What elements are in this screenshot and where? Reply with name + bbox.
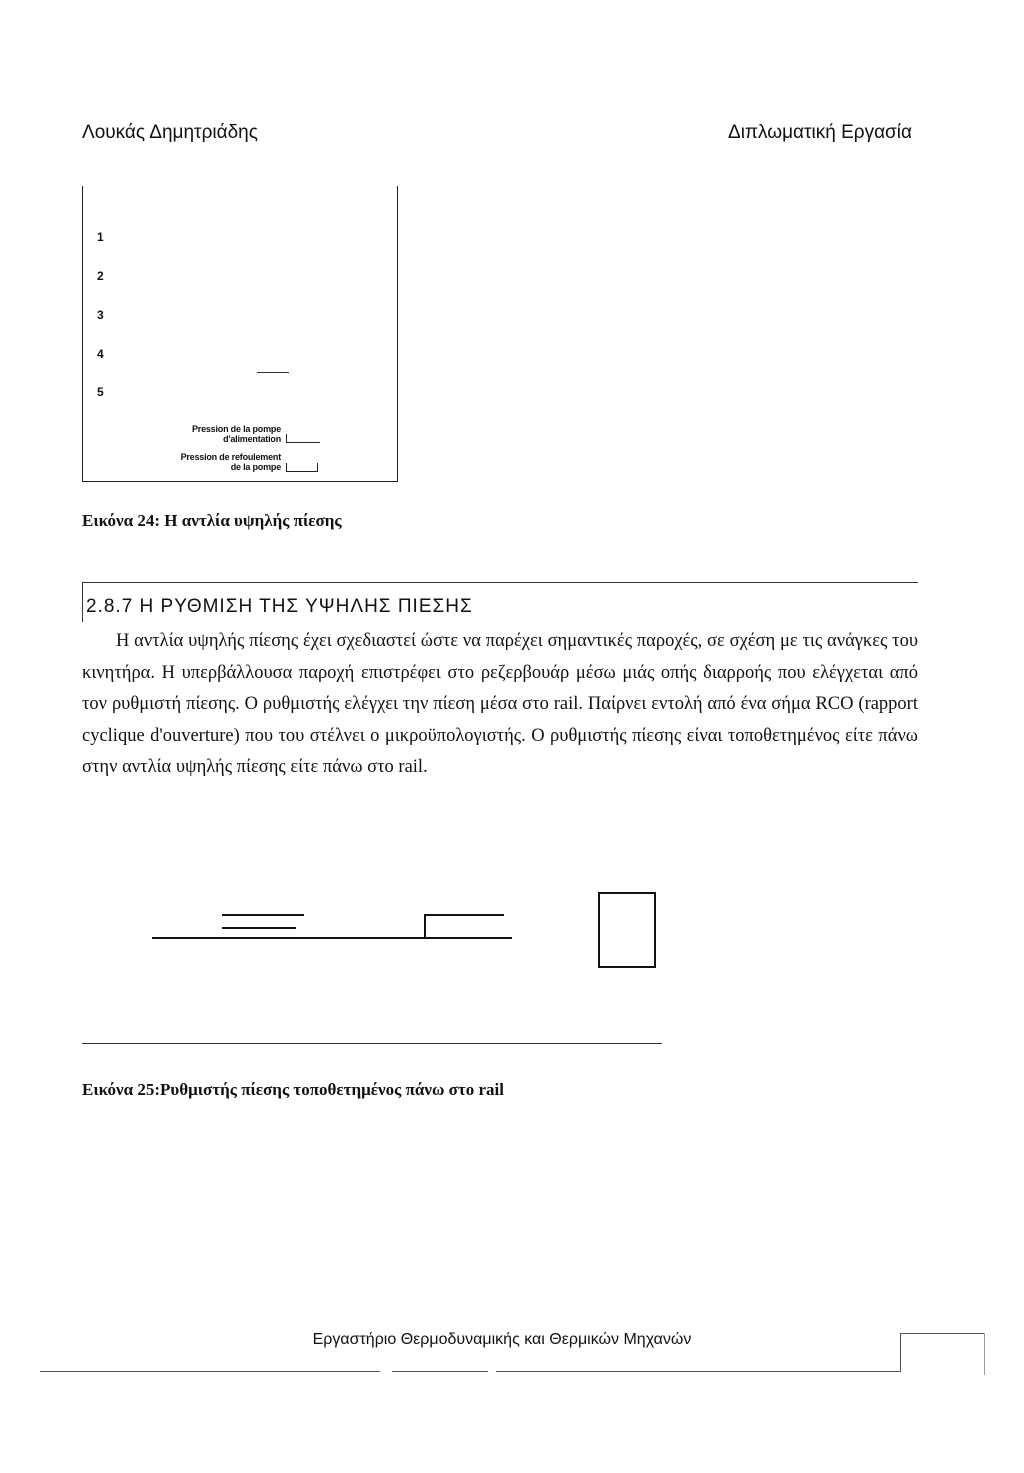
footer-page-box-top <box>900 1333 984 1334</box>
legend-feed-pressure <box>192 424 281 444</box>
section-body <box>82 626 918 784</box>
figure-25-caption: Εικόνα 25:Ρυθμιστής πίεσης τοποθετημένος πάνω στο rail <box>82 1080 504 1099</box>
figure-label-2: 2 <box>97 269 104 283</box>
figure-24-high-pressure-pump <box>82 186 398 482</box>
footer-page-box-right <box>984 1333 985 1375</box>
figure-regulator-box <box>598 892 656 968</box>
legend-delivery-pressure-bracket <box>286 471 318 472</box>
legend-delivery-pressure-line1: Pression de refoulement <box>180 452 281 462</box>
footer-rule-right <box>496 1371 900 1372</box>
header-doc-type: Διπλωματική Εργασία <box>728 122 912 143</box>
footer-lab: Εργαστήριο Θερμοδυναμικής και Θερμικών Μηχανών <box>312 1331 692 1348</box>
footer-page-box-left <box>900 1333 901 1372</box>
section-paragraph: Η αντλία υψηλής πίεσης έχει σχεδιαστεί ώστε να παρέχει σημαντικές παροχές, σε σχέση με τις ανάγκες του κινητήρα. Η υπερβάλλουσα παροχή επιστρέφει στο ρεζερβουάρ μέσω μιάς οπής διαρροής που ελέγχεται από τον ρυθμιστή πίεσης. Ο ρυθμιστής ελέγχει την πίεση μέσα στο rail. Παίρνει εντολή από ένα σήμα RCO (rapport cyclique d'ouverture) που του στέλνει ο μικροϋπολογιστής. Ο ρυθμιστής πίεσης είναι τοποθετημένος είτε πάνω στην αντλία υψηλής πίεσης είτε πάνω στο rail. <box>82 631 918 777</box>
figure-24-caption: Εικόνα 24: Η αντλία υψηλής πίεσης <box>82 511 342 530</box>
footer-rule-left <box>40 1371 380 1372</box>
section-heading: 2.8.7 Η ΡΥΘΜΙΣΗ ΤΗΣ ΥΨΗΛΗΣ ΠΙΕΣΗΣ <box>86 596 473 617</box>
legend-delivery-pressure-line2: de la pompe <box>230 462 281 472</box>
figure-label-4: 4 <box>97 347 104 361</box>
figure-label-5: 5 <box>97 385 104 399</box>
legend-delivery-pressure <box>181 452 281 472</box>
figure-label-1: 1 <box>97 230 104 244</box>
figure-label-3: 3 <box>97 308 104 322</box>
legend-delivery-pressure-bracket-edge-left <box>286 463 287 472</box>
figure-rail-line-upper <box>222 914 304 916</box>
legend-feed-pressure-bracket <box>286 442 320 443</box>
legend-delivery-pressure-bracket-edge-right <box>317 463 318 472</box>
legend-feed-pressure-line2: d'alimentation <box>223 434 281 444</box>
figure-rail-line-middle <box>222 927 296 929</box>
legend-feed-pressure-line1: Pression de la pompe <box>191 424 281 434</box>
figure-25-pressure-regulator <box>140 880 680 990</box>
figure-25-separator <box>82 1043 662 1044</box>
footer-rule-middle <box>392 1371 488 1372</box>
header-author: Λουκάς Δημητριάδης <box>82 122 258 143</box>
legend-feed-pressure-bracket-edge <box>286 434 287 443</box>
figure-regulator-body <box>424 914 504 938</box>
figure-pointer-line <box>257 372 289 373</box>
